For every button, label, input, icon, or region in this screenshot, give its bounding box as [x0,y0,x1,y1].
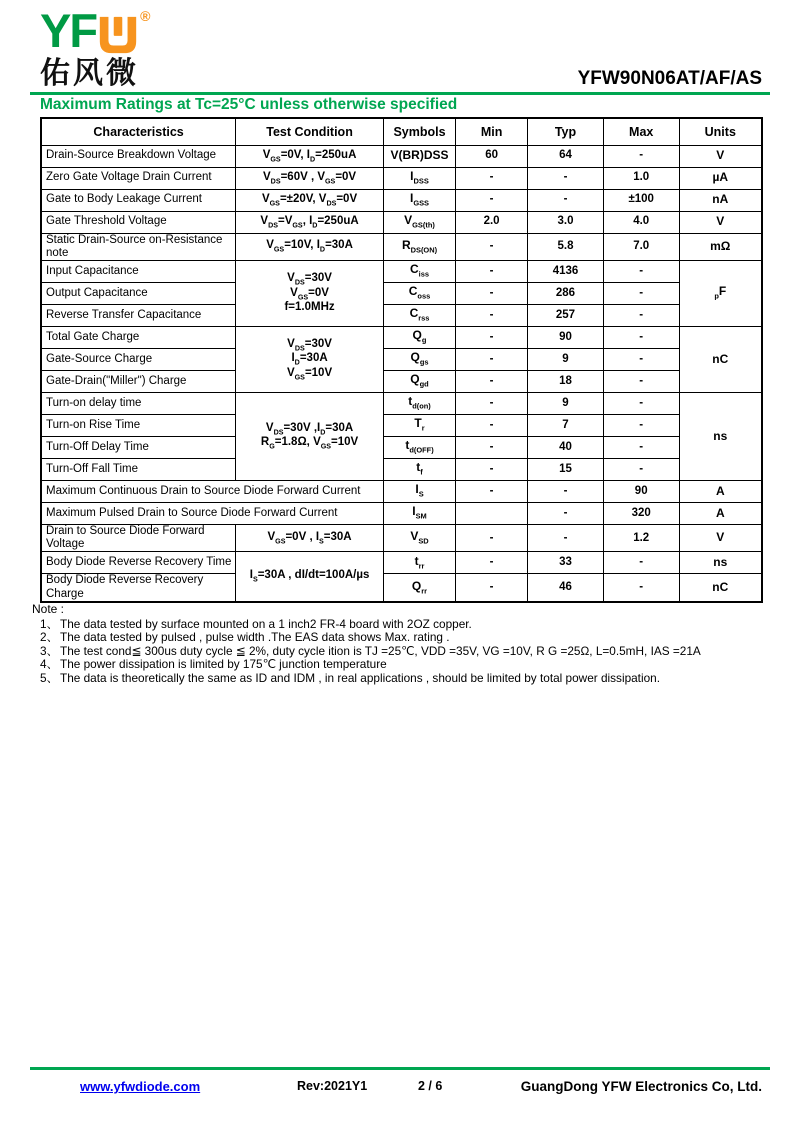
table-cell: - [603,304,679,326]
table-cell: Turn-Off Fall Time [41,458,236,480]
note-item: 5、 The data is theoretically the same as ID and IDM , in real applications , should be limited by total power dissipation. [40,670,660,685]
ratings-table-wrap [40,117,763,603]
table-cell: $V_{DS}=30V$ $V_{GS}=0V$ f=1.0MHz [236,260,384,326]
column-header: Min [456,118,528,145]
table-cell: 3.0 [528,211,604,233]
table-cell: Turn-Off Delay Time [41,436,236,458]
table-cell: 7 [528,414,604,436]
note-item: 3、 The test cond≦ 300us duty cycle ≦ 2%, duty cycle ition is TJ =25℃, VDD =35V, VG =10V, R G =25Ω, L=0.5mH, IAS =21A [40,643,701,658]
table-cell: - [456,348,528,370]
column-header: Characteristics [41,118,236,145]
table-cell: $V_{DS}=60V$ , $V_{GS}=0V$ [236,167,384,189]
table-cell: $I_S=30A$ , dI/dt=100A/µs [236,552,384,602]
table-cell: Drain to Source Diode Forward Voltage [41,524,236,551]
table-row [41,167,762,189]
table-cell: $V_{GS(th)}$ [383,211,455,233]
table-cell: - [528,480,604,502]
table-row [41,524,762,551]
table-cell: V(BR)DSS [383,145,455,167]
table-cell: Output Capacitance [41,282,236,304]
table-cell: 9 [528,392,604,414]
table-cell: - [528,189,604,211]
table-cell: - [456,436,528,458]
column-header: Max [603,118,679,145]
table-cell: - [456,260,528,282]
page-number: 2 / 6 [418,1079,443,1093]
table-cell: $t_{d(OFF)}$ [383,436,455,458]
table-cell: 257 [528,304,604,326]
table-cell: $t_{d(on)}$ [383,392,455,414]
table-row [41,260,762,282]
table-cell: 2.0 [456,211,528,233]
table-row [41,189,762,211]
table-cell: ns [679,552,762,574]
table-cell: ns [679,392,762,480]
table-cell: Turn-on delay time [41,392,236,414]
table-cell: - [456,552,528,574]
table-cell: A [679,502,762,524]
table-cell: 9 [528,348,604,370]
table-cell: V [679,211,762,233]
table-cell: $I_S$ [383,480,455,502]
table-cell: $I_{SM}$ [383,502,455,524]
table-cell: µA [679,167,762,189]
table-row [41,282,762,304]
table-row [41,348,762,370]
table-cell: $V_{DS}=V_{GS}$, $I_D=250uA$ [236,211,384,233]
note-item: 2、 The data tested by pulsed , pulse width .The EAS data shows Max. rating . [40,630,450,645]
table-cell: - [603,552,679,574]
table-cell [456,502,528,524]
note-item: 4、 The power dissipation is limited by 175℃ junction temperature [40,657,387,672]
table-cell: - [528,167,604,189]
table-cell: 18 [528,370,604,392]
table-cell: - [528,524,604,551]
section-title: Maximum Ratings at Tc=25°C unless otherwise specified [40,96,458,113]
table-row [41,326,762,348]
table-row [41,552,762,574]
table-cell: $I_{DSS}$ [383,167,455,189]
logo-yf-text: YF [40,4,97,57]
notes-list [32,618,776,686]
ratings-table-head-row [41,118,762,145]
footer-divider [30,1067,770,1070]
table-cell: - [456,370,528,392]
table-cell: - [456,282,528,304]
table-cell: - [456,414,528,436]
table-cell: - [456,574,528,602]
table-cell: mΩ [679,233,762,260]
part-number: YFW90N06AT/AF/AS [577,68,762,89]
table-cell: 60 [456,145,528,167]
table-cell: $C_{rss}$ [383,304,455,326]
table-cell: $_p$F [679,260,762,326]
table-cell: $T_r$ [383,414,455,436]
table-cell: $R_{DS(ON)}$ [383,233,455,260]
table-row [41,458,762,480]
table-cell: Gate Threshold Voltage [41,211,236,233]
table-cell: 90 [603,480,679,502]
note-item: 1、 The data tested by surface mounted on a 1 inch2 FR-4 board with 2OZ copper. [40,616,472,631]
table-cell: $Q_g$ [383,326,455,348]
table-cell: Maximum Pulsed Drain to Source Diode Forward Current [41,502,383,524]
table-cell: Reverse Transfer Capacitance [41,304,236,326]
table-cell: 1.2 [603,524,679,551]
revision-label: Rev:2021Y1 [297,1079,368,1093]
table-cell: 33 [528,552,604,574]
table-cell: - [456,524,528,551]
table-cell: Input Capacitance [41,260,236,282]
table-cell: $Q_{rr}$ [383,574,455,602]
table-row [41,574,762,602]
table-cell: - [456,167,528,189]
table-cell: $Q_{gd}$ [383,370,455,392]
ratings-table [40,117,763,603]
table-row [41,370,762,392]
table-cell: 15 [528,458,604,480]
table-cell: 1.0 [603,167,679,189]
table-row [41,304,762,326]
table-cell: - [603,282,679,304]
table-row [41,145,762,167]
table-cell: $I_{GSS}$ [383,189,455,211]
logo-chinese-text: 佑风微 [40,57,139,90]
table-cell: - [603,260,679,282]
table-cell: A [679,480,762,502]
table-cell: 4.0 [603,211,679,233]
table-cell: Gate-Source Charge [41,348,236,370]
table-row [41,502,762,524]
table-cell: Body Diode Reverse Recovery Charge [41,574,236,602]
column-header: Typ [528,118,604,145]
table-cell: nC [679,326,762,392]
table-cell: $V_{GS}=10V$, $I_D=30A$ [236,233,384,260]
table-cell: $C_{iss}$ [383,260,455,282]
table-cell: - [456,189,528,211]
table-cell: nC [679,574,762,602]
table-row [41,392,762,414]
table-cell: $V_{DS}=30V$ $,I_D=30A$ $R_G=1.8\Omega$, $V_{GS}=10V$ [236,392,384,480]
table-cell: 7.0 [603,233,679,260]
table-cell: 4136 [528,260,604,282]
column-header: Units [679,118,762,145]
table-cell: - [456,458,528,480]
table-cell: $V_{GS}=0V$, $I_D=250uA$ [236,145,384,167]
column-header: Test Condition [236,118,384,145]
table-cell: - [603,458,679,480]
table-cell: - [603,326,679,348]
table-cell: - [528,502,604,524]
ratings-table-body [41,145,762,602]
table-cell: 40 [528,436,604,458]
table-cell: V [679,524,762,551]
table-cell: 320 [603,502,679,524]
table-cell: - [603,392,679,414]
table-cell: $C_{oss}$ [383,282,455,304]
table-cell: Static Drain-Source on-Resistance note [41,233,236,260]
registered-trademark-icon: ® [140,8,151,24]
table-cell: - [456,480,528,502]
header-divider [30,92,770,95]
table-cell: Turn-on Rise Time [41,414,236,436]
table-cell: - [456,392,528,414]
table-cell: - [603,370,679,392]
table-cell: Maximum Continuous Drain to Source Diode Forward Current [41,480,383,502]
table-cell: - [456,326,528,348]
notes-heading: Note : [32,602,65,616]
table-cell: nA [679,189,762,211]
table-cell: $V_{DS}=30V$ $I_D=30A$ $V_{GS}=10V$ [236,326,384,392]
table-cell: $t_{rr}$ [383,552,455,574]
table-cell: V [679,145,762,167]
table-cell: - [603,574,679,602]
table-cell: $V_{GS}=0V$ , $I_S=30A$ [236,524,384,551]
table-cell: Gate-Drain("Miller") Charge [41,370,236,392]
table-row [41,480,762,502]
table-cell: Gate to Body Leakage Current [41,189,236,211]
table-cell: 286 [528,282,604,304]
table-cell: - [456,304,528,326]
table-cell: $V_{SD}$ [383,524,455,551]
table-cell: Drain-Source Breakdown Voltage [41,145,236,167]
table-cell: Zero Gate Voltage Drain Current [41,167,236,189]
table-cell: $V_{GS}=\pm 20V$, $V_{DS}=0V$ [236,189,384,211]
website-link[interactable]: www.yfwdiode.com [80,1079,201,1094]
table-cell: - [603,436,679,458]
table-cell: ±100 [603,189,679,211]
notes-section [32,603,776,686]
table-row [41,414,762,436]
table-cell: - [456,233,528,260]
table-cell: 46 [528,574,604,602]
company-name: GuangDong YFW Electronics Co, Ltd. [520,1079,762,1094]
logo-w-icon [98,15,138,60]
table-cell: Total Gate Charge [41,326,236,348]
table-cell: $Q_{gs}$ [383,348,455,370]
table-cell: Body Diode Reverse Recovery Time [41,552,236,574]
footer [0,1079,800,1099]
table-cell: 90 [528,326,604,348]
table-row [41,211,762,233]
table-cell: - [603,348,679,370]
company-logo [40,6,150,91]
table-cell: $t_f$ [383,458,455,480]
table-cell: 64 [528,145,604,167]
table-cell: 5.8 [528,233,604,260]
table-cell: - [603,145,679,167]
column-header: Symbols [383,118,455,145]
table-row [41,233,762,260]
table-cell: - [603,414,679,436]
table-row [41,436,762,458]
